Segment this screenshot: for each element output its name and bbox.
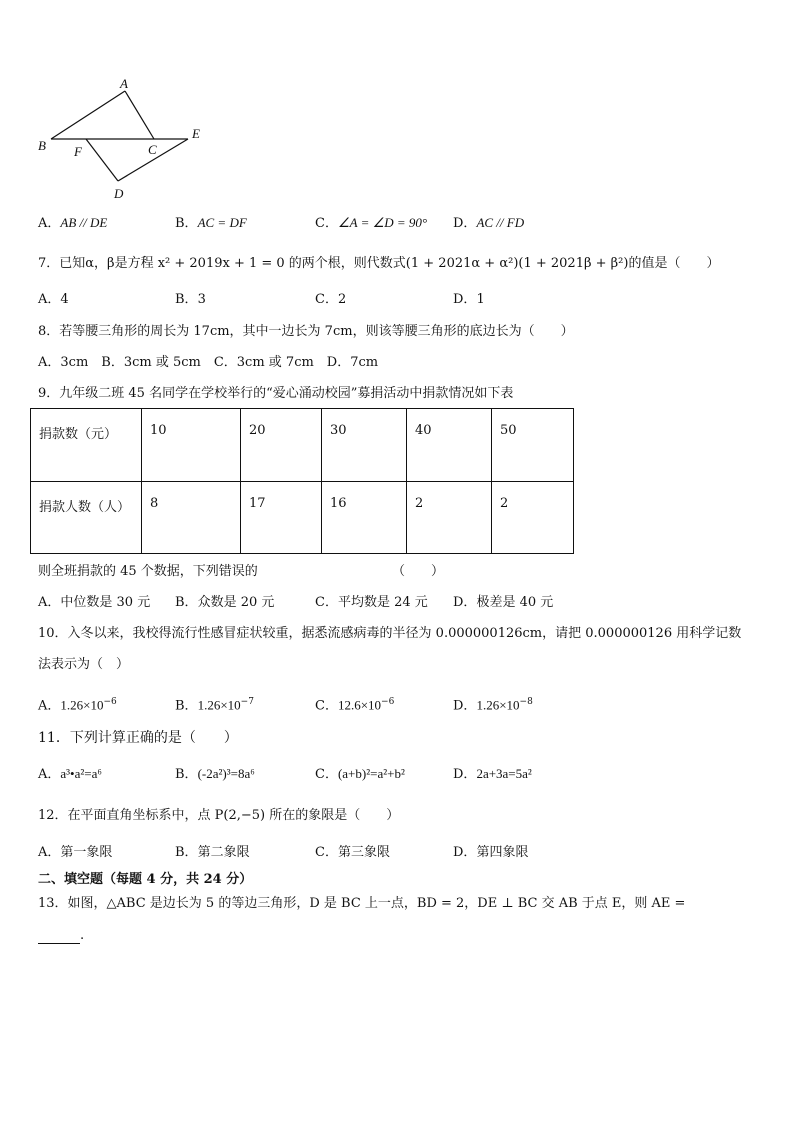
table-cell: 2: [492, 481, 574, 554]
table-cell: 捐款人数（人）: [31, 481, 142, 554]
table-cell: 30: [322, 409, 407, 482]
q12-option-a[interactable]: A．第一象限: [38, 845, 113, 860]
q10-option-b[interactable]: B．$1.26\times 10^{-7}$: [175, 697, 254, 714]
table-cell: 40: [407, 409, 492, 482]
geometry-figure: [30, 72, 220, 212]
label-F: F: [74, 144, 82, 159]
q10-option-c[interactable]: C．$12.6\times 10^{-6}$: [315, 697, 395, 714]
q10-stem-line2: 法表示为（ ）: [38, 657, 130, 672]
q12-option-c[interactable]: C．第三象限: [315, 845, 390, 860]
table-cell: 16: [322, 481, 407, 554]
q6-option-a[interactable]: A．AB // DE: [38, 215, 108, 231]
q12-option-d[interactable]: D．第四象限: [453, 845, 529, 860]
q9-option-a[interactable]: A．中位数是 30 元: [38, 595, 151, 610]
table-cell: 17: [241, 481, 322, 554]
q11-option-a[interactable]: A．a³•a²=a⁶: [38, 766, 102, 782]
triangle-diagram: [30, 72, 220, 212]
label-A: A: [120, 76, 128, 91]
donation-table: [30, 408, 574, 554]
q8-options[interactable]: A．3cm B．3cm 或 5cm C．3cm 或 7cm D．7cm: [38, 355, 379, 370]
q10-option-a[interactable]: A．$1.26\times 10^{-6}$: [38, 697, 117, 714]
q13-answer-line: .: [38, 928, 84, 944]
q9-option-d[interactable]: D．极差是 40 元: [453, 595, 554, 610]
q9-option-b[interactable]: B．众数是 20 元: [175, 595, 275, 610]
table-row: [31, 409, 574, 482]
q11-option-c[interactable]: C．(a+b)²=a²+b²: [315, 766, 405, 782]
q7-option-a[interactable]: A．4: [38, 292, 69, 307]
table-cell: 2: [407, 481, 492, 554]
table-cell: 8: [142, 481, 241, 554]
q11-stem: 11．下列计算正确的是（ ）: [38, 730, 238, 746]
q13-stem: 13．如图，△ABC 是边长为 5 的等边三角形，D 是 BC 上一点，BD = 2，DE ⊥ BC 交 AB 于点 E，则 AE =: [38, 896, 686, 911]
label-C: C: [148, 142, 157, 157]
q7-option-c[interactable]: C．2: [315, 292, 347, 307]
q7-option-d[interactable]: D．1: [453, 292, 485, 307]
q9-option-c[interactable]: C．平均数是 24 元: [315, 595, 428, 610]
q9-follow: 则全班捐款的 45 个数据，下列错误的: [38, 564, 258, 579]
q12-stem: 12．在平面直角坐标系中，点 P(2,−5) 所在的象限是（ ）: [38, 808, 400, 823]
q9-bracket: （ ）: [392, 564, 445, 579]
q9-stem: 9．九年级二班 45 名同学在学校举行的“爱心涌动校园”募捐活动中捐款情况如下表: [38, 386, 514, 401]
table-cell: 10: [142, 409, 241, 482]
table-row: [31, 481, 574, 554]
label-B: B: [38, 138, 46, 153]
section-title: 二、填空题（每题 4 分，共 24 分）: [38, 872, 253, 887]
label-D: D: [114, 186, 124, 201]
label-E: E: [192, 126, 200, 141]
q12-option-b[interactable]: B．第二象限: [175, 845, 250, 860]
q11-option-b[interactable]: B．(-2a²)³=8a⁶: [175, 766, 255, 782]
q6-option-b[interactable]: B．AC = DF: [175, 215, 247, 231]
q7-option-b[interactable]: B．3: [175, 292, 206, 307]
q6-option-d[interactable]: D．AC // FD: [453, 215, 525, 231]
q7-stem: 7．已知α，β是方程 x² + 2019x + 1 = 0 的两个根，则代数式(1 + 2021α + α²)(1 + 2021β + β²)的值是（ ）: [38, 256, 720, 271]
q10-option-d[interactable]: D．$1.26\times 10^{-8}$: [453, 697, 533, 714]
table-cell: 捐款数（元）: [31, 409, 142, 482]
q11-option-d[interactable]: D．2a+3a=5a²: [453, 766, 532, 782]
answer-blank[interactable]: [38, 931, 80, 944]
table-cell: 50: [492, 409, 574, 482]
q10-stem-line1: 10．入冬以来，我校得流行性感冒症状较重，据悉流感病毒的半径为 0.000000126cm，请把 0.000000126 用科学记数: [38, 626, 742, 641]
q8-stem: 8．若等腰三角形的周长为 17cm，其中一边长为 7cm，则该等腰三角形的底边长为（ ）: [38, 324, 574, 339]
table-cell: 20: [241, 409, 322, 482]
q6-option-c[interactable]: C．∠A = ∠D = 90°: [315, 215, 428, 231]
